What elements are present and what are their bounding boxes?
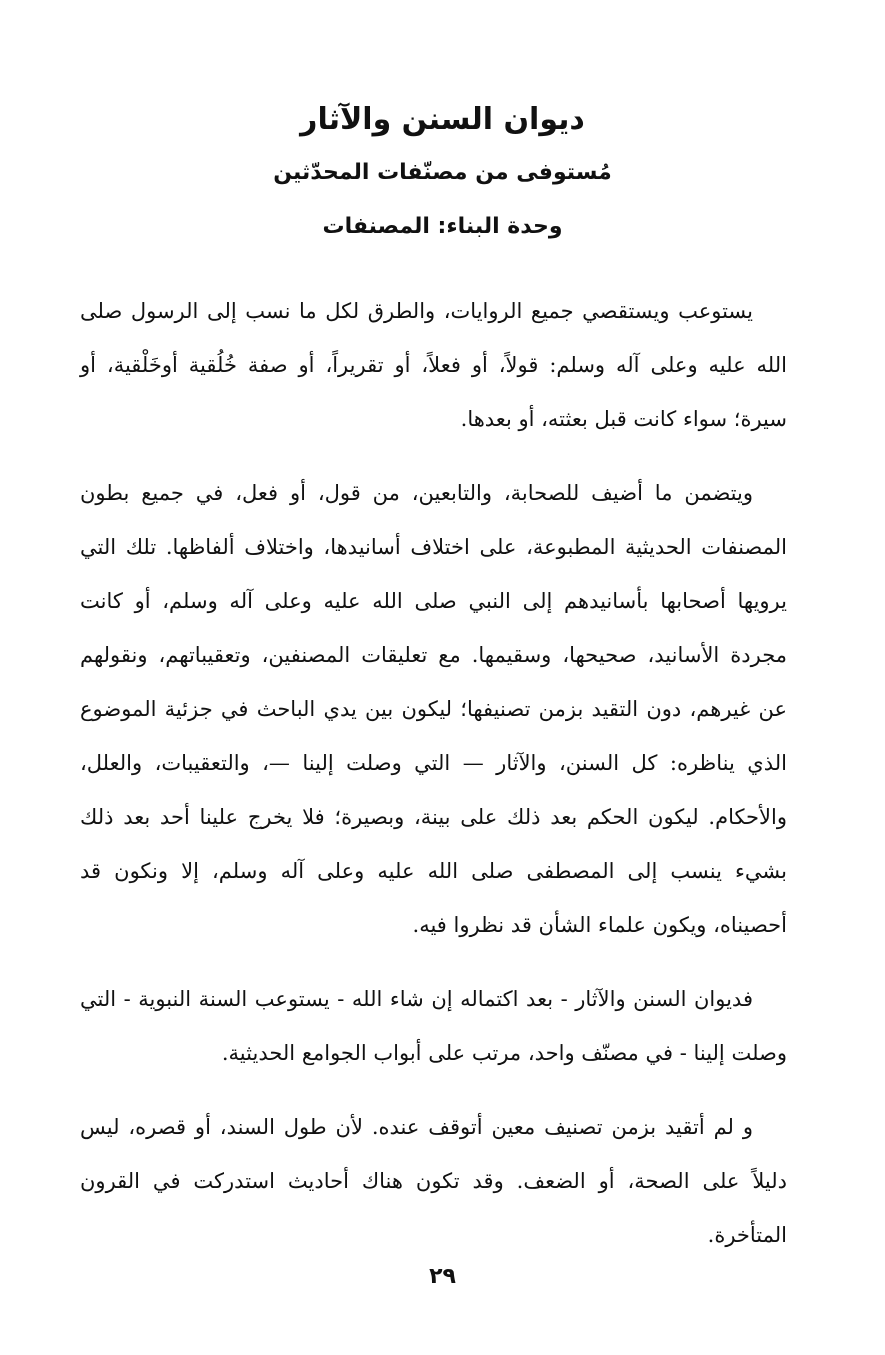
page-title: ديوان السنن والآثار <box>300 102 585 137</box>
body-text <box>80 284 787 1282</box>
paragraph-4: و لم أتقيد بزمن تصنيف معين أتوقف عنده. لأن طول السند، أو قصره، ليس دليلاً على الصحة، أو الضعف. وقد تكون هناك أحاديث استدركت في القرون المتأخرة. <box>80 1115 787 1247</box>
paragraph-3: فديوان السنن والآثار - بعد اكتماله إن شاء الله - يستوعب السنة النبوية - التي وصلت إلينا - في مصنّف واحد، مرتب على أبواب الجوامع الحديثية. <box>80 987 787 1065</box>
paragraph-1: يستوعب ويستقصي جميع الروايات، والطرق لكل ما نسب إلى الرسول صلى الله عليه وعلى آله وسلم: قولاً، أو فعلاً، أو تقريراً، أو صفة خُلُقية أوخَلْقية، أو سيرة؛ سواء كانت قبل بعثته، أو بعدها. <box>80 299 787 431</box>
paragraph-2: ويتضمن ما أضيف للصحابة، والتابعين، من قول، أو فعل، في جميع بطون المصنفات الحديثية المطبوعة، على اختلاف أسانيدها، واختلاف ألفاظها. تلك التي يرويها أصحابها بأسانيدهم إلى النبي صلى الله عليه وعلى آله وسلم، أو كانت مجردة الأسانيد، صحيحها، وسقيمها. مع تعليقات المصنفين، وتعقيباتهم، ونقولهم عن غيرهم، دون التقيد بزمن تصنيفها؛ ليكون بين يدي الباحث في جزئية الموضوع الذي يناظره: كل السنن، والآثار — التي وصلت إلينا —، والتعقيبات، والعلل، والأحكام. ليكون الحكم بعد ذلك على بينة، وبصيرة؛ فلا يخرج علينا أحد بعد ذلك بشيء ينسب إلى المصطفى صلى الله عليه وعلى آله وسلم، إلا ونكون قد أحصيناه، ويكون علماء الشأن قد نظروا فيه. <box>80 481 787 937</box>
building-unit-heading: وحدة البناء: المصنفات <box>322 214 563 239</box>
page-number: ٢٩ <box>429 1264 456 1289</box>
heading-block <box>0 100 885 244</box>
page-subtitle: مُستوفى من مصنّفات المحدّثين <box>273 160 612 185</box>
